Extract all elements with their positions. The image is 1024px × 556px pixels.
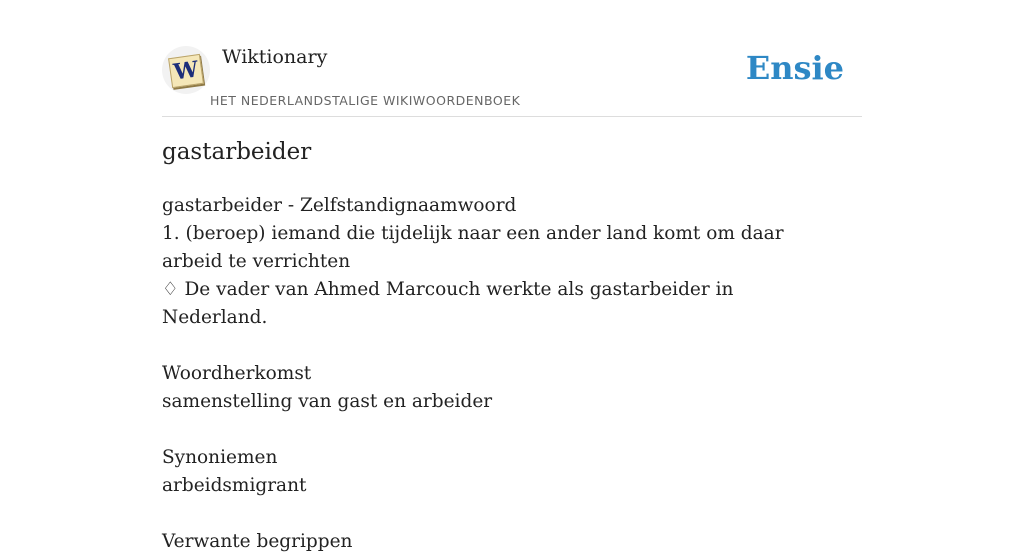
related-heading: Verwante begrippen <box>162 531 353 552</box>
wiktionary-logo[interactable] <box>162 46 210 94</box>
spacer <box>162 500 832 528</box>
site-tagline: HET NEDERLANDSTALIGE WIKIWOORDENBOEK <box>210 93 521 108</box>
etymology-heading: Woordherkomst <box>162 363 312 384</box>
ensie-brand-link[interactable]: Ensie <box>745 49 844 87</box>
logo-tile-icon <box>168 54 204 88</box>
spacer <box>162 416 832 444</box>
synonyms-text: arbeidsmigrant <box>162 475 307 496</box>
site-name[interactable]: Wiktionary <box>222 46 328 68</box>
entry-content <box>162 192 832 556</box>
definition: 1. (beroep) iemand die tijdelijk naar een ander land komt om daar arbeid te verrichten <box>162 223 784 272</box>
logo-letter: W <box>171 56 201 86</box>
synonyms-heading: Synoniemen <box>162 447 278 468</box>
page-title: gastarbeider <box>162 139 312 165</box>
example-sentence: ♢ De vader van Ahmed Marcouch werkte als gastarbeider in Nederland. <box>162 279 734 328</box>
spacer <box>162 332 832 360</box>
etymology-text: samenstelling van gast en arbeider <box>162 391 493 412</box>
part-of-speech-line: gastarbeider - Zelfstandignaamwoord <box>162 195 517 216</box>
site-header <box>162 0 862 117</box>
